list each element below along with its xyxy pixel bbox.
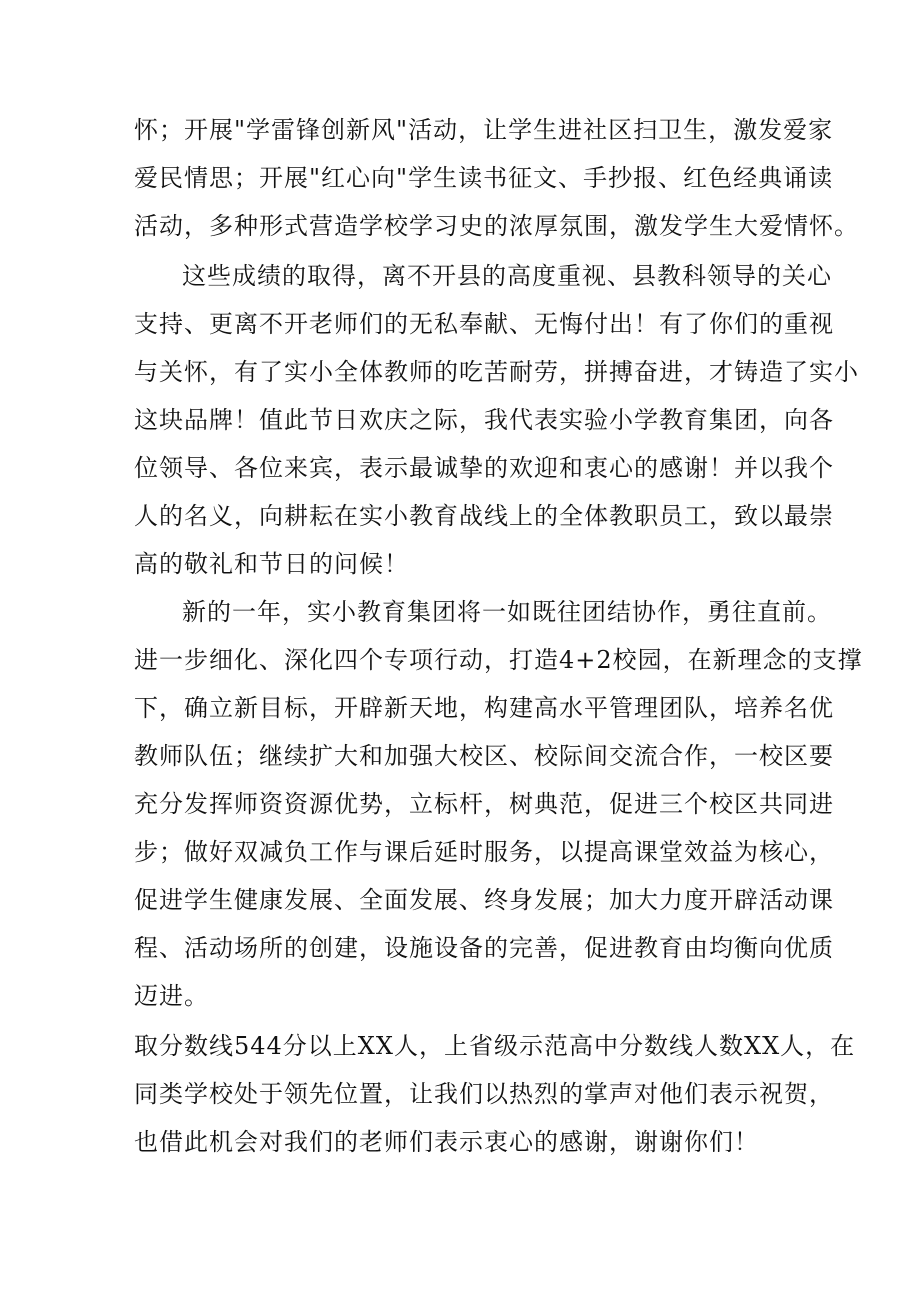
paragraph-line: 与关怀，有了实小全体教师的吃苦耐劳，拼搏奋进，才铸造了实小	[134, 358, 859, 386]
paragraph-line: 程、活动场所的创建，设施设备的完善，促进教育由均衡向优质	[134, 934, 834, 962]
paragraph-line: 这块品牌！值此节日欢庆之际，我代表实验小学教育集团，向各	[134, 406, 834, 434]
paragraph-4	[134, 1022, 856, 1166]
paragraph-line: 充分发挥师资资源优势，立标杆，树典范，促进三个校区共同进	[134, 790, 834, 818]
paragraph-line: 促进学生健康发展、全面发展、终身发展；加大力度开辟活动课	[134, 886, 834, 914]
paragraph-3	[134, 588, 863, 1020]
paragraph-line: 支持、更离不开老师们的无私奉献、无悔付出！有了你们的重视	[134, 310, 834, 338]
paragraph-line: 怀；开展"学雷锋创新风"活动，让学生进社区扫卫生，激发爱家	[134, 116, 834, 144]
paragraph-line: 取分数线544分以上XX人，上省级示范高中分数线人数XX人，在	[134, 1032, 856, 1060]
paragraph-line: 位领导、各位来宾，表示最诚挚的欢迎和衷心的感谢！并以我个	[134, 454, 834, 482]
paragraph-2	[134, 252, 859, 588]
paragraph-line: 新的一年，实小教育集团将一如既往团结协作，勇往直前。	[182, 598, 832, 626]
paragraph-line: 高的敬礼和节日的问候！	[134, 550, 409, 578]
paragraph-line: 人的名义，向耕耘在实小教育战线上的全体教职员工，致以最崇	[134, 502, 834, 530]
paragraph-line: 下，确立新目标，开辟新天地，构建高水平管理团队，培养名优	[134, 694, 834, 722]
paragraph-1	[134, 106, 859, 250]
paragraph-line: 活动，多种形式营造学校学习史的浓厚氛围，激发学生大爱情怀。	[134, 212, 859, 240]
paragraph-line: 同类学校处于领先位置，让我们以热烈的掌声对他们表示祝贺，	[134, 1080, 834, 1108]
paragraph-line: 教师队伍；继续扩大和加强大校区、校际间交流合作，一校区要	[134, 742, 834, 770]
paragraph-line: 也借此机会对我们的老师们表示衷心的感谢，谢谢你们！	[134, 1128, 759, 1156]
paragraph-line: 爱民情思；开展"红心向"学生读书征文、手抄报、红色经典诵读	[134, 164, 834, 192]
paragraph-line: 步；做好双减负工作与课后延时服务，以提高课堂效益为核心，	[134, 838, 834, 866]
paragraph-line: 迈进。	[134, 982, 209, 1010]
paragraph-line: 这些成绩的取得，离不开县的高度重视、县教科领导的关心	[182, 262, 832, 290]
paragraph-line: 进一步细化、深化四个专项行动，打造4+2校园，在新理念的支撑	[134, 646, 863, 674]
